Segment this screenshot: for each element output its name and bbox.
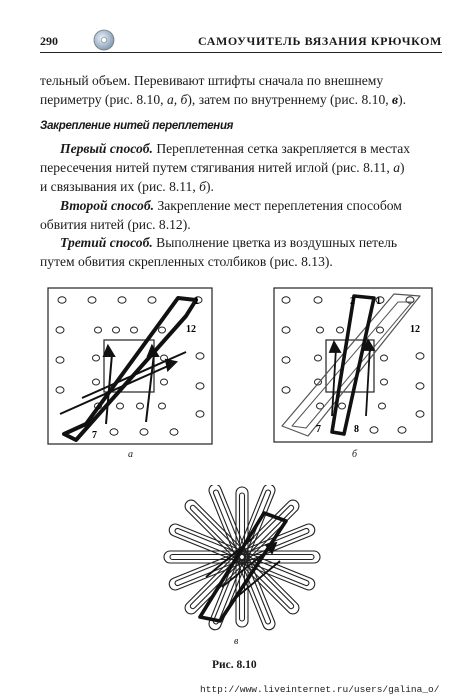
running-title: САМОУЧИТЕЛЬ ВЯЗАНИЯ КРЮЧКОМ [198,34,442,48]
peg-number: 1 [376,296,381,307]
text-line [40,233,442,252]
text-run-italic: в [392,92,399,107]
text-run: ) [399,160,405,175]
text-run-italic: а, б [166,92,188,107]
page-header [40,30,442,52]
text-run: ). [206,179,214,194]
text-run: ). [398,92,407,107]
paragraph-second-method [40,196,442,234]
figure-a-label: а [128,449,133,460]
section-heading: Закрепление нитей переплетения [40,120,234,132]
peg-number: 7 [92,430,97,441]
text-line [40,90,442,109]
paragraph-continuation [40,71,442,109]
text-run: периметру (рис. 8.10, [40,92,167,107]
paragraph-third-method [40,233,442,271]
disc-icon [92,28,116,52]
method-lead: Второй способ. [60,198,155,213]
text-run: пересечения нитей путем стягивания нитей иглой (рис. 8.11, [40,160,394,175]
text-line [40,158,442,177]
text-line [40,177,442,196]
text-run-italic: а [393,160,400,175]
text-line: путем обвития скрепленных столбиков (рис. 8.13). [40,254,333,269]
text-run: Выполнение цветка из воздушных петель [152,235,398,250]
text-run: Переплетенная сетка закрепляется в местах [152,141,411,156]
figure-c-label: в [234,636,239,647]
method-lead: Третий способ. [60,235,153,250]
peg-number: 8 [354,424,359,435]
figure-b-label: б [352,449,358,460]
figure-a-diagram [46,286,214,446]
figure-b-diagram [272,286,434,444]
text-run-italic: б [199,179,206,194]
peg-number: 12 [410,324,420,335]
paragraph-first-method [40,139,442,196]
peg-number: 7 [316,424,321,435]
source-url: http://www.liveinternet.ru/users/galina_o/ [200,684,440,695]
figure-caption: Рис. 8.10 [212,659,257,671]
text-line: тельный объем. Перевивают штифты сначала по внешнему [40,73,384,88]
text-line [40,139,442,158]
peg-number: 2 [350,296,355,307]
text-run: ), затем по внутреннему (рис. 8.10, [187,92,393,107]
text-line [40,196,442,215]
figure-c-diagram [158,485,326,633]
peg-number: 1 [194,296,199,307]
page-number: 290 [40,34,58,48]
peg-number: 12 [186,324,196,335]
header-rule [40,52,442,53]
text-run: и связывания их (рис. 8.11, [40,179,200,194]
text-line: обвития нитей (рис. 8.12). [40,217,191,232]
text-run: Закрепление мест переплетения способом [154,198,402,213]
method-lead: Первый способ. [60,141,153,156]
